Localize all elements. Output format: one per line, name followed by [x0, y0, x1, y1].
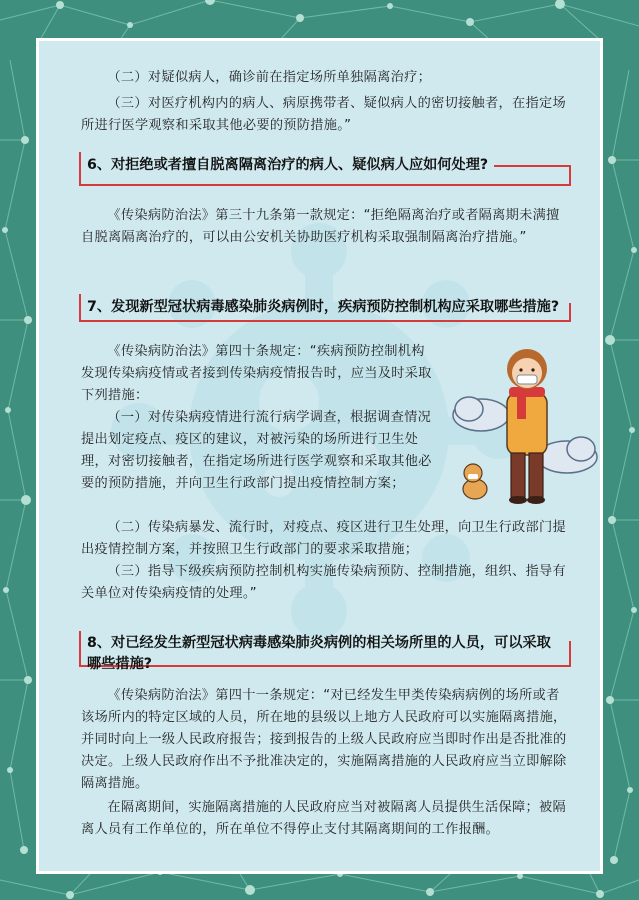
paragraph-close-contacts: （三）对医疗机构内的病人、病原携带者、疑似病人的密切接触者，在指定场所进行医学观察和采取其他必要的预防措施。”	[81, 96, 566, 133]
paragraph-isolation-suspected: （二）对疑似病人，确诊前在指定场所单独隔离治疗；	[107, 70, 432, 85]
q8-left-border	[79, 631, 81, 667]
question-7-title: 7、发现新型冠状病毒感染肺炎病例时，疾病预防控制机构应采取哪些措施?	[87, 299, 560, 315]
masked-person-illustration	[449, 337, 599, 517]
paragraph-measure-1: （一）对传染病疫情进行流行病学调查，根据调查情况提出划定疫点、疫区的建议，对被污染的场所进行卫生处理，对密切接触者，在指定场所进行医学观察和采取其他必要的预防措施，并向卫生行政部门提出疫情控制方案；	[81, 410, 432, 491]
paragraph-isolation-support: 在隔离期间，实施隔离措施的人民政府应当对被隔离人员提供生活保障；被隔离人员有工作单位的，所在单位不得停止支付其隔离期间的工作报酬。	[81, 800, 566, 837]
q8-right-border	[569, 641, 571, 667]
q7-right-border	[569, 303, 571, 322]
q7-bottom-border	[79, 320, 571, 322]
q6-bottom-border	[79, 184, 571, 186]
paragraph-measure-3: （三）指导下级疾病预防控制机构实施传染病预防、控制措施，组织、指导有关单位对传染病疫情的处理。”	[81, 564, 566, 601]
question-6-title: 6、对拒绝或者擅自脱离隔离治疗的病人、疑似病人应如何处理?	[87, 157, 489, 173]
paragraph-article-40: 《传染病防治法》第四十条规定：“疾病预防控制机构发现传染病疫情或者接到传染病疫情报告时，应当及时采取下列措施：	[81, 344, 432, 403]
q6-right-border	[569, 165, 571, 186]
dog-icon	[463, 464, 487, 499]
paragraph-article-41: 《传染病防治法》第四十一条规定：“对已经发生甲类传染病病例的场所或者该场所内的特定区域的人员，所在地的县级以上地方人民政府可以实施隔离措施，并同时向上一级人民政府报告；接到报告的上级人民政府应当即时作出是否批准的决定。上级人民政府作出不予批准决定的，实施隔离措施的人民政府应当立即解除隔离措施。	[81, 688, 567, 791]
q7-left-border	[79, 294, 81, 322]
paragraph-measure-2: （二）传染病暴发、流行时，对疫点、疫区进行卫生处理，向卫生行政部门提出疫情控制方案，并按照卫生行政部门的要求采取措施；	[81, 520, 566, 557]
cloud-left-icon	[453, 397, 509, 431]
content-card	[36, 38, 603, 874]
question-8-title: 8、对已经发生新型冠状病毒感染肺炎病例的相关场所里的人员，可以采取哪些措施?	[87, 635, 551, 672]
q6-left-border	[79, 152, 81, 186]
paragraph-article-39: 《传染病防治法》第三十九条第一款规定：“拒绝隔离治疗或者隔离期未满擅自脱离隔离治疗的，可以由公安机关协助医疗机构采取强制隔离治疗措施。”	[81, 208, 560, 245]
